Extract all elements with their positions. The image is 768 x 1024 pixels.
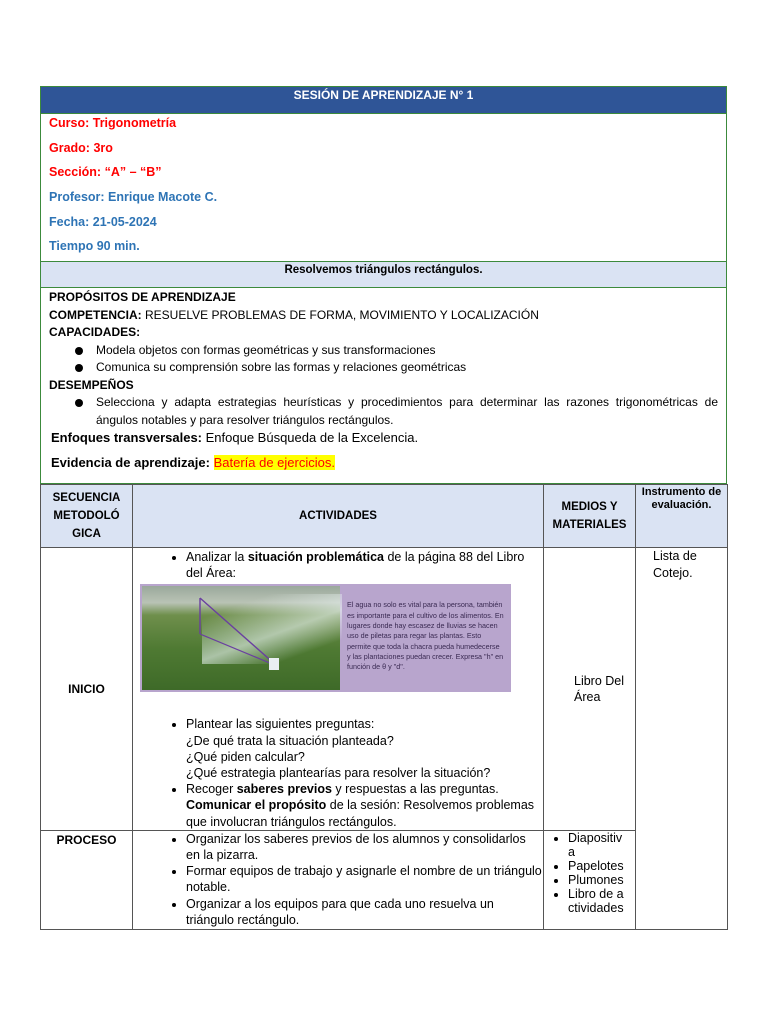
media-text: Libro Del Área [574,673,625,704]
evidence-text: Batería de ejercicios. [213,455,335,470]
material-item: • Papelotes [568,859,635,873]
capacity-text: Modela objetos con formas geométricas y sus transformaciones [96,342,436,357]
problem-text: El agua no solo es vital para la persona, también es importante para el cultivo de los alimentos. En lugares donde hay escasez de lluvias se hacen uso de piletas para regar las plantas. Esto permite que toda la chacra pueda humedecerse y las plantaciones puedan crecer. Expresa "h" en función de θ y "d". [347,600,504,672]
irrigation-photo [142,586,340,690]
material-item: • Diapositiva [568,831,626,859]
competency-line [49,307,718,325]
question-item: ¿Qué piden calcular? [186,749,305,764]
table-row-inicio [41,548,728,831]
triangle-diagram [142,586,340,690]
phase-proceso: PROCESO [41,830,133,929]
date-line: Fecha: 21-05-2024 [49,214,157,229]
bullet-dot [75,364,83,372]
teacher-line: Profesor: Enrique Macote C. [49,190,218,205]
list-item: • Plantear las siguientes preguntas: [186,716,543,732]
competency-label: COMPETENCIA: [49,307,142,322]
header-instrument: Instrumento de evaluación. [636,485,728,548]
inicio-activities [133,548,544,831]
evidence-label: Evidencia de aprendizaje: [51,455,210,470]
header-frame [40,86,727,484]
approach-label: Enfoques transversales: [51,430,203,445]
table-header-row [41,485,728,548]
approach-text: Enfoque Búsqueda de la Excelencia. [202,430,419,445]
capacities-label: CAPACIDADES: [49,325,141,339]
header-media: MEDIOS Y MATERIALES [544,485,636,548]
sequence-table [40,484,728,930]
performance-item [49,394,718,429]
grade-line: Grado: 3ro [49,140,113,155]
list-item: • Formar equipos de trabajo y asignarle el nombre de un triángulo notable. [186,863,543,895]
lesson-document [40,86,727,930]
list-item: • Organizar a los equipos para que cada uno resuelva un triángulo rectángulo. [186,896,543,928]
inicio-media [544,548,636,831]
bullet-dot [75,347,83,355]
transversal-approach [49,430,718,454]
session-topic: Resolvemos triángulos rectángulos. [41,261,726,288]
list-item: • Organizar los saberes previos de los alumnos y consolidarlos en la pizarra. [186,831,543,863]
capacity-text: Comunica su comprensión sobre las formas y relaciones geométricas [96,360,467,374]
capacity-item [49,359,718,377]
learning-purposes [41,288,726,483]
instrument-text: Lista de Cotejo. [653,549,697,580]
table-row-proceso [41,830,728,929]
purposes-heading: PROPÓSITOS DE APRENDIZAJE [49,290,236,304]
question-item: ¿De qué trata la situación planteada? [186,733,394,748]
performance-text: Selecciona y adapta estrategias heurísticas y procedimientos para determinar las razones trigonométricas de ángulos notables y para resolver triángulos rectángulos. [96,395,718,427]
list-item: • Recoger saberes previos y respuestas a las preguntas. [186,781,543,797]
proceso-materials [544,830,636,929]
header-sequence: SECUENCIA METODOLÓ GICA [41,485,133,548]
purpose-statement: Comunicar el propósito de la sesión: Resolvemos problemas que involucran triángulos rectángulos. [186,798,535,829]
proceso-activities [133,830,544,929]
section-line: Sección: “A” – “B” [49,165,162,180]
capacity-item [49,342,718,360]
header-activities: ACTIVIDADES [133,485,544,548]
bullet-dot [75,399,83,407]
instrument-cell [636,548,728,930]
session-title-bar: SESIÓN DE APRENDIZAJE N° 1 [41,87,726,113]
list-item: • Analizar la situación problemática de la página 88 del Libro del Área: [186,549,543,581]
learning-evidence [49,454,718,478]
question-item: ¿Qué estrategia plantearías para resolver la situación? [186,766,491,781]
time-line: Tiempo 90 min. [49,239,140,254]
course-line: Curso: Trigonometría [49,116,177,130]
material-item: • Plumones [568,873,635,887]
problem-image [140,584,511,692]
material-item: • Libro de actividades [568,887,628,915]
course-info [41,113,726,261]
competency-text: RESUELVE PROBLEMAS DE FORMA, MOVIMIENTO Y LOCALIZACIÓN [141,307,539,322]
performance-label: DESEMPEÑOS [49,377,134,392]
phase-inicio: INICIO [41,548,133,831]
